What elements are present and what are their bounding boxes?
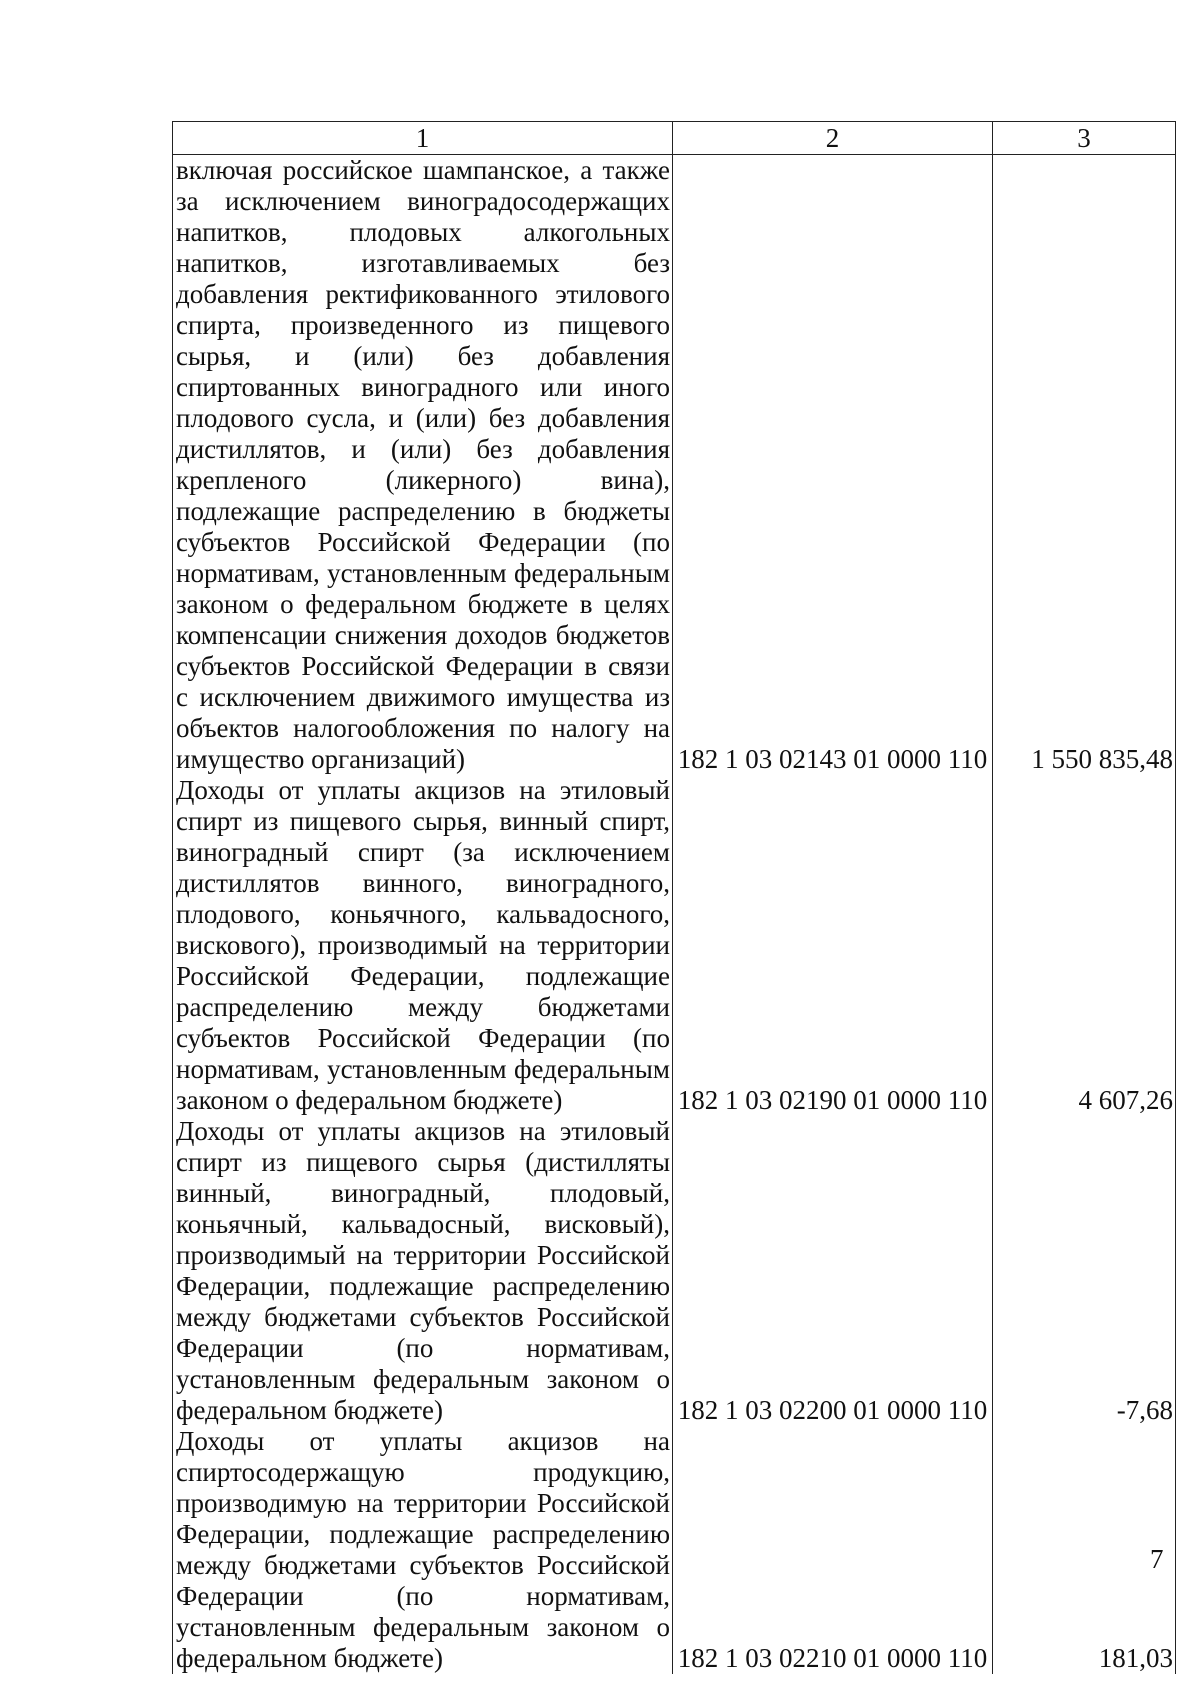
row-description: включая российское шампанское, а также за исключением виноградосодержащих напитков, плодовых алкогольных напитков, изготавливаемых без добавления ректификованного этилового спирта, произведенного из пищевого сырья, и (или) без добавления спиртованных виноградного или иного плодового сусла, и (или) без добавления дистиллятов, и (или) без добавления крепленого (ликерного) вина), подлежащие распределению в бюджеты субъектов Российской Федерации (по нормативам, установленным федеральным законом о федеральном бюджете в целях компенсации снижения доходов бюджетов субъектов Российской Федерации в связи с исключением движимого имущества из объектов налогообложения по налогу на имущество организаций) (173, 155, 673, 776)
row-budget-code: 182 1 03 02210 01 0000 110 (673, 1426, 993, 1674)
column-header-3: 3 (993, 122, 1176, 155)
table-row (173, 1426, 1176, 1674)
row-budget-code: 182 1 03 02143 01 0000 110 (673, 155, 993, 776)
column-header-2: 2 (673, 122, 993, 155)
row-budget-code: 182 1 03 02190 01 0000 110 (673, 775, 993, 1116)
table-header-row (173, 122, 1176, 155)
row-description: Доходы от уплаты акцизов на этиловый спирт из пищевого сырья (дистилляты винный, виноградный, плодовый, коньячный, кальвадосный, висковый), производимый на территории Российской Федерации, подлежащие распределению между бюджетами субъектов Российской Федерации (по нормативам, установленным федеральным законом о федеральном бюджете) (173, 1116, 673, 1426)
table-row (173, 1116, 1176, 1426)
row-amount: 1 550 835,48 (993, 155, 1176, 776)
row-description: Доходы от уплаты акцизов на спиртосодержащую продукцию, производимую на территории Российской Федерации, подлежащие распределению между бюджетами субъектов Российской Федерации (по нормативам, установленным федеральным законом о федеральном бюджете) (173, 1426, 673, 1674)
row-budget-code: 182 1 03 02200 01 0000 110 (673, 1116, 993, 1426)
row-amount: -7,68 (993, 1116, 1176, 1426)
row-amount: 4 607,26 (993, 775, 1176, 1116)
revenue-table (172, 121, 1176, 1674)
table-row (173, 155, 1176, 776)
row-amount: 181,03 (993, 1426, 1176, 1674)
column-header-1: 1 (173, 122, 673, 155)
table-row (173, 775, 1176, 1116)
row-description: Доходы от уплаты акцизов на этиловый спирт из пищевого сырья, винный спирт, виноградный спирт (за исключением дистиллятов винного, виноградного, плодового, коньячного, кальвадосного, вискового), производимый на территории Российской Федерации, подлежащие распределению между бюджетами субъектов Российской Федерации (по нормативам, установленным федеральным законом о федеральном бюджете) (173, 775, 673, 1116)
page-number: 7 (1150, 1544, 1164, 1574)
